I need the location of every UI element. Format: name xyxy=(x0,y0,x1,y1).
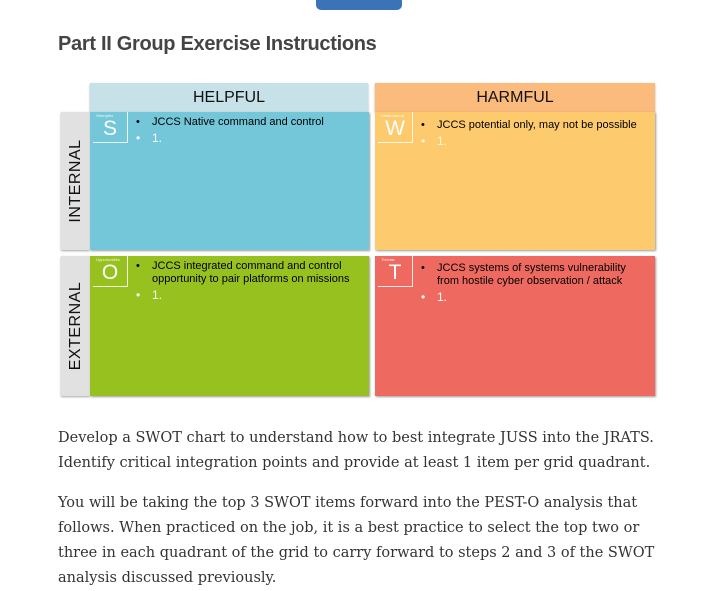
threats-list xyxy=(421,262,647,307)
internal-row-label xyxy=(61,112,90,250)
top-nav-button[interactable] xyxy=(316,0,402,10)
instructions-paragraph: Develop a SWOT chart to understand how to best integrate JUSS into the JRATS. Identify critical integration points and provide at least 1 item per grid quadrant. xyxy=(58,430,654,471)
threats-letter: T xyxy=(388,261,402,284)
followup-paragraph: You will be taking the top 3 SWOT items forward into the PEST-O analysis that follows. When practiced on the job, it is a best practice to select the top two or three in each quadrant of the grid to carry forward to steps 2 and 3 of the SWOT analysis discussed previously. xyxy=(58,495,655,586)
external-label-text: EXTERNAL xyxy=(66,281,84,371)
list-item: • JCCS integrated command and control opportunity to pair platforms on missions xyxy=(136,260,361,286)
weaknesses-list xyxy=(421,119,647,151)
list-item: • JCCS Native command and control xyxy=(136,116,361,129)
weaknesses-quadrant xyxy=(375,112,655,250)
strengths-quadrant xyxy=(90,112,369,250)
opportunities-letter: O xyxy=(101,261,119,284)
threats-quadrant xyxy=(375,256,655,396)
helpful-header: HELPFUL xyxy=(90,83,368,112)
opportunities-quadrant xyxy=(90,256,369,396)
external-row-label xyxy=(61,256,90,396)
page-title: Part II Group Exercise Instructions xyxy=(58,33,377,55)
harmful-header: HARMFUL xyxy=(375,83,655,112)
list-item: • 1. xyxy=(136,289,361,302)
strengths-letter: S xyxy=(102,117,117,140)
list-item: • 1. xyxy=(421,135,647,148)
opportunities-tag xyxy=(93,256,128,287)
threats-tag-label: Threats xyxy=(381,257,395,262)
list-item: • 1. xyxy=(421,291,647,304)
weaknesses-letter: W xyxy=(385,117,405,140)
weaknesses-tag-label: Weaknesses xyxy=(381,113,404,118)
threats-tag xyxy=(378,256,413,287)
strengths-tag xyxy=(93,112,128,143)
opportunities-tag-label: Opportunities xyxy=(96,257,120,262)
opportunities-list xyxy=(136,260,361,305)
swot-chart-image xyxy=(58,80,660,400)
list-item: • JCCS systems of systems vulnerability from hostile cyber observation / attack xyxy=(421,262,647,288)
list-item: • JCCS potential only, may not be possible xyxy=(421,119,647,132)
list-item: • 1. xyxy=(136,132,361,145)
strengths-tag-label: Strengths xyxy=(96,113,114,118)
internal-label-text: INTERNAL xyxy=(66,139,84,223)
weaknesses-tag xyxy=(378,112,413,143)
strengths-list xyxy=(136,116,361,148)
